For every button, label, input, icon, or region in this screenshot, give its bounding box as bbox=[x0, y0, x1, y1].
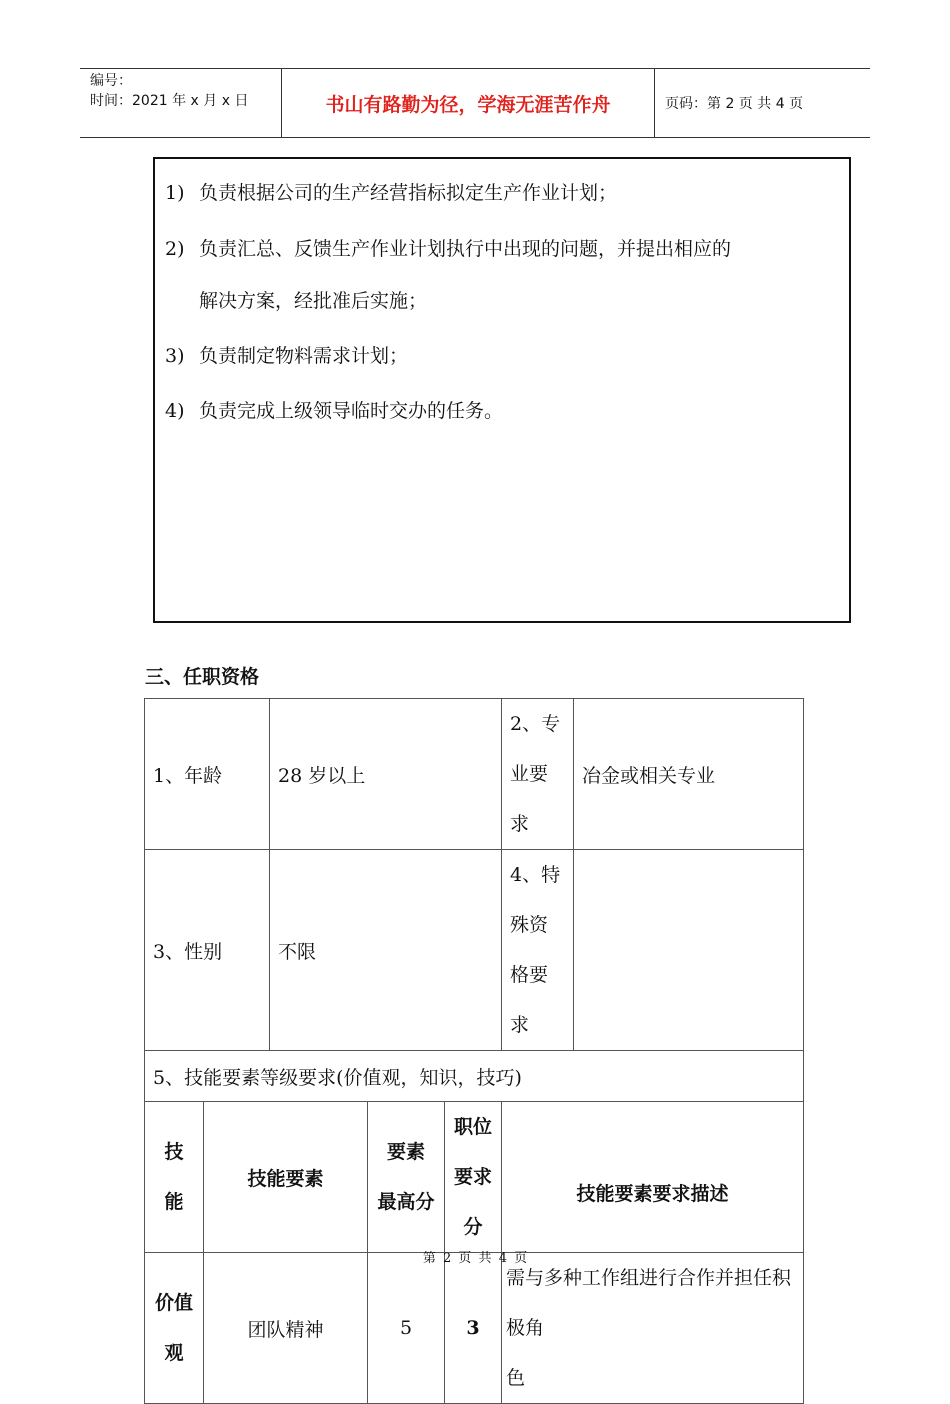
duty-item: 4) 负责完成上级领导临时交办的任务。 bbox=[165, 400, 504, 422]
major-label: 2、专业要 求 bbox=[502, 699, 574, 850]
document-number: 编号： bbox=[90, 73, 132, 89]
document-time: 时间：2021 年 x 月 x 日 bbox=[90, 93, 249, 109]
page-footer: 第 2 页 共 4 页 bbox=[422, 1251, 528, 1266]
age-value: 28 岁以上 bbox=[270, 699, 502, 850]
skill-description: 需与多种工作组进行合作并担任积极角 色 bbox=[502, 1253, 804, 1404]
skills-header-max-score: 要素 最高分 bbox=[368, 1102, 445, 1253]
skills-header-description: 技能要素要求描述 bbox=[502, 1102, 804, 1253]
skill-element: 团队精神 bbox=[204, 1253, 368, 1404]
section-title: 三、任职资格 bbox=[145, 666, 260, 688]
age-label: 1、年龄 bbox=[145, 699, 270, 850]
duties-box bbox=[153, 157, 851, 623]
skill-category: 价值 观 bbox=[145, 1253, 204, 1404]
qualification-table bbox=[144, 698, 804, 1404]
skill-max-score: 5 bbox=[368, 1253, 445, 1404]
skills-header-category: 技 能 bbox=[145, 1102, 204, 1253]
table-row bbox=[145, 1051, 804, 1102]
header-motto: 书山有路勤为径，学海无涯苦作舟 bbox=[282, 69, 655, 137]
skills-header-element: 技能要素 bbox=[204, 1102, 368, 1253]
special-qualification-label: 4、特殊资 格要求 bbox=[502, 850, 574, 1051]
skill-required-score: 3 bbox=[445, 1253, 502, 1404]
skills-title: 5、技能要素等级要求(价值观，知识，技巧) bbox=[145, 1051, 804, 1102]
gender-value: 不限 bbox=[270, 850, 502, 1051]
table-row bbox=[145, 1253, 804, 1404]
duty-item: 3) 负责制定物料需求计划； bbox=[165, 345, 409, 367]
major-value: 冶金或相关专业 bbox=[574, 699, 804, 850]
skills-header-row bbox=[145, 1102, 804, 1253]
gender-label: 3、性别 bbox=[145, 850, 270, 1051]
table-row bbox=[145, 699, 804, 850]
duty-item: 1) 负责根据公司的生产经营指标拟定生产作业计划； bbox=[165, 182, 618, 204]
special-qualification-value bbox=[574, 850, 804, 1051]
header-meta bbox=[80, 69, 282, 137]
page-header bbox=[80, 68, 870, 138]
duty-item-continuation: 解决方案，经批准后实施； bbox=[199, 290, 428, 312]
skills-header-required-score: 职位 要求分 bbox=[445, 1102, 502, 1253]
table-row bbox=[145, 850, 804, 1051]
duty-item: 2) 负责汇总、反馈生产作业计划执行中出现的问题，并提出相应的 bbox=[165, 238, 732, 260]
header-page-number: 页码：第 2 页 共 4 页 bbox=[665, 96, 804, 112]
